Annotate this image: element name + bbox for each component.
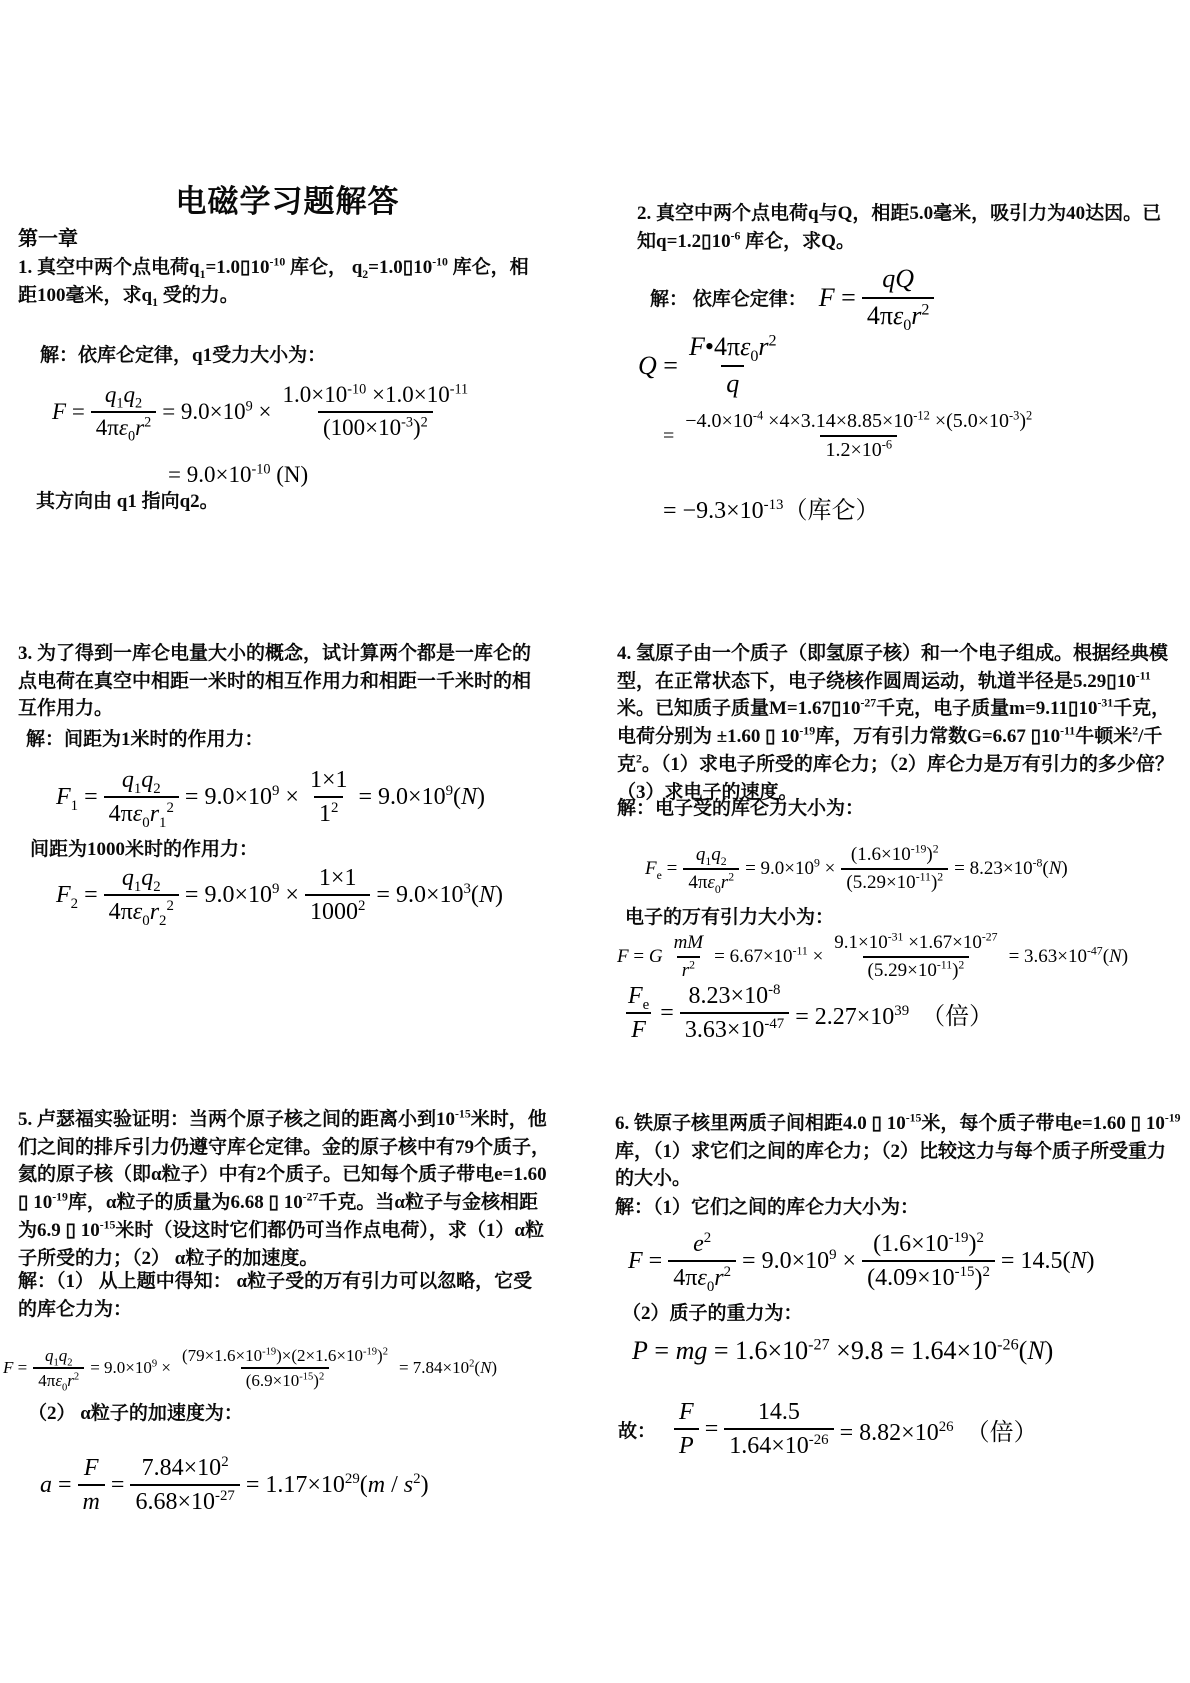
problem-2-statement: 2. 真空中两个点电荷q与Q，相距5.0毫米，吸引力为40达因。已知$q=1.2▯10^{-6}$ 库仑，求Q。 [637,203,1162,252]
fraction: $\frac{14.5}{1.64\times 10^{-26}}$ [724,1396,833,1462]
fraction: $\frac{1.0\times 10^{-10} \times 1.0\times 10^{-11}}{(100\times 10^{-3})^2}$ [278,380,474,444]
problem-6-statement: 6. 铁原子核里两质子间相距4.0 ▯ $10^{-15}$米，每个质子带电e=1.60 ▯ $10^{-19}$库，（1）求它们之间的库仑力；（2）比较这力与每个质子所受重力的大小。 [615,1111,1181,1190]
formula-token: = [110,1471,125,1498]
problem-2-formula-3 [663,408,1043,464]
chapter-heading: 第一章 [18,228,78,250]
formula-token: = $9.0\times 10^9$ × [184,880,299,908]
problem-5-formula-2 [40,1452,429,1518]
formula-token: = [663,424,675,447]
formula-token: = $-9.3\times 10^{-13}$（库仑） [663,497,880,524]
formula-token: = $9.0\times 10^9$ × [162,398,272,424]
formula-token: P = mg = $1.6\times 10^{-27} \times 9.8 = 1.64\times 10^{-26}(N)$ [632,1336,1054,1365]
fraction: $\frac{F}{m}$ [78,1452,105,1518]
fraction: $\frac{qQ}{4\pi\varepsilon_0r^2}$ [862,262,935,333]
formula-token: $F_e$ = [645,857,678,882]
fraction: $\frac{1\times 1}{1^2}$ [305,764,353,830]
formula-token: F = [3,1358,28,1378]
fraction: $\frac{F•4\pi\varepsilon_0r^2}{q}$ [684,330,782,401]
formula-token: = $8.23\times 10^{-8}(N)$ [954,856,1068,879]
formula-token: $F_2$ = [56,881,98,912]
problem-6-solution-intro-1: 解：（1）它们之间的库仑力大小为： [615,1197,920,1218]
formula-token: = $9.0\times 10^9$ × [90,1358,171,1378]
formula-token: = $3.63\times 10^{-47}(N)$ [1008,944,1129,967]
fraction: $\frac{8.23\times 10^{-8}}{3.63\times 10^{-47}}$ [680,980,789,1046]
formula-token: = $1.17\times 10^{29}(m / s^2)$ [245,1470,429,1498]
page-title: 电磁学习题解答 [175,184,400,219]
formula-token: = $8.82\times 10^{26}$ （倍） [839,1418,1038,1446]
fraction: $\frac{9.1\times 10^{-31} \times 1.67\times 10^{-27}}{(5.29\times 10^{-11})^2}$ [829,930,1002,984]
formula-token: = $2.27\times 10^{39}$ （倍） [795,1002,994,1030]
problem-5-solution-intro-2: （2） α粒子的加速度为： [28,1403,243,1424]
problem-4-formula-2 [617,930,1128,984]
fraction: $\frac{-4.0\times 10^{-4} \times 4\times 3.14\times 8.85\times 10^{-12} \times(5.0\times 10^{-3})^2}{1.2\times 10^{-6}}$ [680,408,1037,464]
fraction: $\frac{F}{P}$ [674,1396,699,1462]
formula-token: = $9.0\times 10^3(N)$ [376,880,503,908]
problem-3-statement: 3. 为了得到一库仑电量大小的概念，试计算两个都是一库仑的点电荷在真空中相距一米时的相互作用力和相距一千米时的相互作用力。 [18,643,532,720]
problem-4-solution-intro-2: 电子的万有引力大小为： [625,907,835,928]
fraction: $\frac{(79\times 1.6\times 10^{-19})\times(2\times 1.6\times 10^{-19})^2}{(6.9\times 10^{-15})^2}$ [177,1344,393,1393]
formula-token: = 14.5(N) [1000,1247,1095,1274]
formula-token: = [660,999,674,1026]
formula-token: F = [818,282,856,312]
problem-3-formula-1 [56,764,485,830]
problem-2-formula-1 [819,262,941,333]
formula-token: = $6.67\times 10^{-11}$ × [714,944,824,967]
problem-1-result [168,462,308,488]
problem-1-direction-note: 其方向由 q1 指向q2。 [36,491,219,512]
fraction: $\frac{q_1q_2}{4\pi\varepsilon_0r_1^2}$ [104,764,179,830]
fraction: $\frac{q_1q_2}{4\pi\varepsilon_0r^2}$ [91,380,156,444]
fraction: $\frac{7.84\times 10^2}{6.68\times 10^{-27}}$ [130,1452,239,1518]
formula-token: Q = [638,350,678,380]
problem-1-solution-intro: 解：依库仑定律，q1受力大小为： [40,345,327,366]
problem-4-formula-3 [617,980,993,1046]
fraction: $\frac{q_1q_2}{4\pi\varepsilon_0r^2}$ [683,842,739,896]
formula-token: F = [628,1247,663,1274]
problem-6-solution-intro-2: （2）质子的重力为： [622,1303,803,1324]
fraction: $\frac{e^2}{4\pi\varepsilon_0r^2}$ [668,1228,736,1294]
fraction: $\frac{(1.6\times 10^{-19})^2}{(5.29\times 10^{-11})^2}$ [841,842,948,896]
formula-token: a = [40,1471,72,1498]
problem-2-solution-line [650,262,940,333]
problem-3-solution-intro-2: 间距为1000米时的作用力： [30,839,259,860]
formula-token: = $9.0\times 10^{-10}$ (N) [168,461,309,487]
problem-6-conclusion-label: 故： [618,1420,657,1442]
problem-2-solution-intro: 解： 依库仑定律： [650,289,807,310]
formula-token: = $9.0\times 10^9(N)$ [358,782,486,810]
problem-5-formula-1 [3,1344,497,1393]
fraction: $\frac{1\times 1}{1000^2}$ [305,862,370,928]
problem-3-formula-2 [56,862,503,928]
problem-6-formula-2 [632,1336,1053,1366]
fraction: $\frac{mM}{r^2}$ [669,930,709,984]
problem-6-formula-1 [628,1228,1094,1294]
fraction: $\frac{q_1q_2}{4\pi\varepsilon_0r^2}$ [33,1344,84,1393]
problem-2-formula-2 [638,330,788,401]
formula-token: = $7.84\times 10^2(N)$ [398,1358,498,1378]
formula-token: = [704,1415,719,1442]
formula-token: $F_1$ = [56,783,98,814]
problem-6-formula-3 [668,1396,1038,1462]
fraction: $\frac{F_e}{F}$ [623,980,654,1046]
formula-token: = $9.0\times 10^9$ × [745,856,836,879]
problem-3-solution-intro-1: 解：间距为1米时的作用力： [26,729,264,750]
formula-token: = $9.0\times 10^9$ × [742,1246,857,1274]
formula-token: F = G [617,945,663,967]
problem-5-solution-intro-1: 解：（1） 从上题中得知： α粒子受的万有引力可以忽略，它受的库仑力为： [18,1271,533,1320]
problem-1-formula [52,380,479,444]
problem-4-formula-1 [645,842,1068,896]
problem-6-conclusion-line [618,1396,1038,1462]
problem-5-statement: 5. 卢瑟福实验证明：当两个原子核之间的距离小到$10^{-15}$米时，他们之间的排斥引力仍遵守库仑定律。金的原子核中有79个质子，氦的原子核（即α粒子）中有2个质子。已知每个质子带电e=1.60 ▯ $10^{-19}$库，α粒子的质量为6.68 ▯ $10^{-27}$千克。当α粒子与金核相距为6.9 ▯ $10^{-15}$米时（设这时它们都仍可当作点电荷），求（1）α粒子所受的力；（2） α粒子的加速度。 [18,1107,551,1269]
problem-2-result [663,490,879,525]
problem-1-statement: 1. 真空中两个点电荷$q_1=1.0▯10^{-10}$ 库仑， $q_2=1.0▯10^{-10}$ 库仑，相距100毫米，求$q_1$ 受的力。 [18,255,529,309]
problem-4-solution-intro-1: 解：电子受的库仑力大小为： [617,798,865,819]
fraction: $\frac{(1.6\times 10^{-19})^2}{(4.09\times 10^{-15})^2}$ [862,1228,995,1294]
formula-token: = $9.0\times 10^9$ × [184,782,299,810]
fraction: $\frac{q_1q_2}{4\pi\varepsilon_0r_2^2}$ [104,862,179,928]
problem-4-statement: 4. 氢原子由一个质子（即氢原子核）和一个电子组成。根据经典模型，在正常状态下，电子绕核作圆周运动，轨道半径是$5.29▯10^{-11}$米。已知质子质量$M=1.67▯10^{-27}$千克，电子质量$m=9.11▯10^{-31}$千克，电荷分别为 ±1.60 ▯ $10^{-19}$库，万有引力常数G=6.67 $▯10^{-11}$牛顿米$^2$/千克$^2$。（1）求电子所受的库仑力；（2）库仑力是万有引力的多少倍？（3）求电子的速度。 [617,643,1174,803]
formula-token: F = [52,398,85,424]
